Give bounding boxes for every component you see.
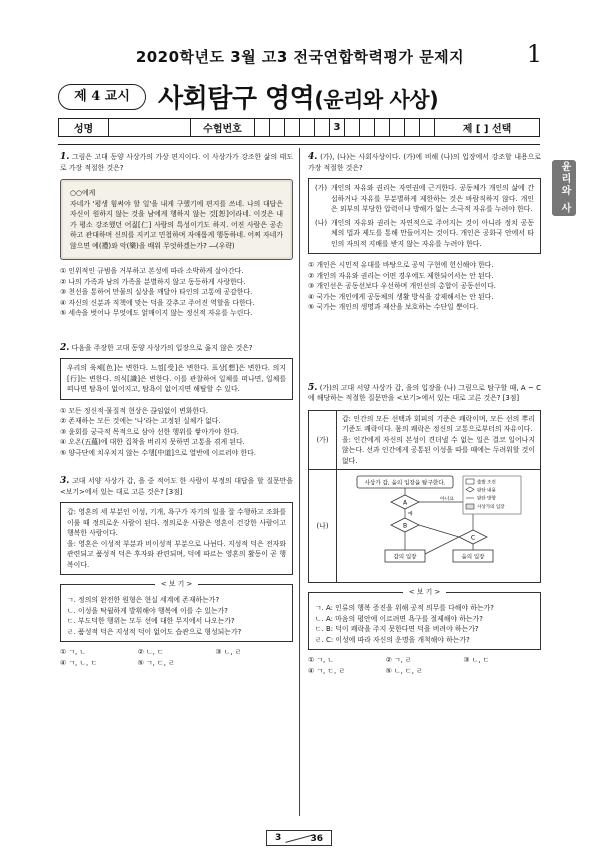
answer-options (60, 647, 293, 668)
flow-result-a-label: 갑의 입장 (392, 554, 417, 561)
option-2[interactable]: ② ㄴ, ㄷ (137, 648, 164, 656)
option-4[interactable]: ④ ㄱ, ㄴ, ㄷ (60, 658, 98, 667)
option-5[interactable]: ⑤ 국가는 개인의 생명과 재산을 보호하는 수단일 뿐이다. (308, 303, 479, 311)
option-4[interactable]: ④ ㄱ, ㄷ, ㄹ (308, 666, 346, 675)
selection-label: 제 [ ] 선택 (462, 124, 512, 135)
answer-options (60, 406, 293, 459)
option-1[interactable]: ① ㄱ, ㄴ (60, 648, 87, 656)
bogi-item: ㄱ. A: 인류의 행복 증진을 위해 공적 의무를 다해야 하는가? (315, 604, 494, 612)
option-3[interactable]: ③ ㄴ, ㄹ (215, 648, 242, 656)
exam-digit-box (255, 119, 270, 136)
exam-digit-fixed: 3 (330, 119, 345, 136)
option-1[interactable]: ① 모든 정신적·물질적 현상은 끊임없이 변화한다. (60, 406, 208, 415)
passage-box (60, 502, 293, 575)
exam-title: 2020학년도 3월 고3 전국연합학력평가 문제지 (135, 48, 465, 66)
question-1 (60, 152, 293, 173)
flow-yes: 예 (407, 512, 413, 517)
flowchart-svg (355, 474, 523, 578)
option-1[interactable]: ① 인위적인 규범을 거부하고 본성에 따라 소박하게 살아간다. (60, 267, 244, 275)
name-box (109, 119, 191, 136)
passage-a-label: (가) (315, 184, 328, 192)
exam-digit-box (375, 119, 390, 136)
question-number: 4. (308, 152, 318, 162)
flow-arrow (419, 525, 459, 537)
legend-item: 출발 조건 (476, 480, 496, 486)
subject-main: 사회탐구 영역 (158, 84, 315, 114)
option-5[interactable]: ⑤ ㄴ, ㄷ, ㄹ (385, 666, 423, 675)
option-2[interactable]: ② 개인의 자유와 권리는 어떤 경우에도 제한되어서는 안 된다. (308, 271, 494, 280)
option-2[interactable]: ② ㄱ, ㄹ (385, 656, 412, 664)
question-stem: 고대 서양 사상가 갑, 을 중 적어도 한 사람이 부정의 대답을 할 질문만을 <보기>에서 있는 대로 고른 것은? [3점] (60, 477, 293, 496)
option-5[interactable]: ⑤ ㄱ, ㄷ, ㄹ (137, 658, 175, 667)
passage-b-label: (나) (315, 218, 328, 227)
answer-options (60, 266, 293, 319)
letter-card (60, 179, 293, 260)
candidate-info-bar (58, 118, 540, 137)
page-total: 36 (310, 834, 323, 844)
bogi-title: < 보 기 > (403, 588, 446, 596)
flow-no: 아니요 (439, 497, 454, 502)
passage-table (308, 410, 541, 584)
bogi-item: ㄴ. A: 마음의 평안에 이르려면 욕구를 절제해야 하는가? (315, 614, 483, 623)
option-3[interactable]: ③ ㄴ, ㄷ (463, 656, 490, 664)
legend-item: 판단 내용 (476, 488, 496, 494)
option-5[interactable]: ⑤ 세속을 벗어나 무엇에도 얽매이지 않는 정신적 자유를 누린다. (60, 309, 253, 317)
question-number: 3. (60, 476, 70, 486)
option-3[interactable]: ③ 윤회를 궁극적 목적으로 삼아 선한 행위를 쌓아가야 한다. (60, 427, 239, 436)
passage-box (308, 178, 541, 254)
exam-digit-box (420, 119, 435, 136)
page-counter (266, 830, 332, 846)
question-5 (308, 383, 541, 404)
bogi-item: ㄷ. 부도덕한 행위는 모두 선에 대한 무지에서 나오는가? (67, 617, 235, 625)
question-stem: (가)의 고대 서양 사상가 갑, 을의 입장을 (나) 그림으로 탐구할 때, A ~ C에 해당하는 적절한 질문만을 <보기>에서 있는 대로 고른 것은? [3점] (308, 383, 541, 402)
flow-title: 사상가 갑, 을의 입장을 탐구한다. (364, 480, 445, 487)
row-a-text: 갑: 인간의 모든 선택과 회피의 기준은 쾌락이며, 모든 선의 뿌리 기준도 쾌락이다. 몸의 쾌락은 정신의 고통으로부터의 자유이다. 을: 인간에게 자신의 본성이 견더낼 수 없는 일은 결코 일어나지 않는다. 선과 인간에게 공통된 이성을 따를 때에는 두려워할 것이 없다. (337, 410, 541, 470)
bogi-item: ㄹ. C: 이성에 따라 자신의 운명을 개척해야 하는가? (315, 635, 470, 644)
option-4[interactable]: ④ 오온(五蘊)에 대한 집착을 버리지 못하면 고통을 겪게 된다. (60, 438, 245, 446)
page-current: 3 (275, 833, 282, 843)
question-number: 2. (60, 342, 70, 353)
session-badge: 제 4 교시 (58, 84, 146, 110)
option-5[interactable]: ⑤ 양극단에 치우치지 않는 수행[中道]으로 열반에 이르러야 한다. (60, 448, 256, 457)
exam-digit-box (285, 119, 300, 136)
flowchart (355, 474, 523, 578)
passage-text: 우리의 육체[色]는 변한다. 느낌[受]은 변한다. 표상[想]은 변한다. 의지[行]는 변한다. 의식[識]은 변한다. 이를 관찰하여 일체를 떠나면, 일체를 떠나면 탐욕이 없어지고, 탐욕이 없어지면 해탈할 수 있다. (67, 364, 286, 393)
bogi-item: ㄴ. 이성을 탁월하게 발휘해야 행복에 이를 수 있는가? (67, 606, 228, 615)
flow-node-b: B (402, 522, 407, 530)
exam-digit-box (360, 119, 375, 136)
bogi-box (60, 580, 293, 642)
answer-options (308, 260, 541, 313)
bogi-item: ㄹ. 품성적 덕은 지성적 덕이 없어도 습관으로 형성되는가? (67, 627, 242, 636)
passage-text: 갑: 영혼의 세 부분인 이성, 기개, 욕구가 자기의 일을 잘 수행하고 조화를 이룰 때 정의로운 사람이 된다. 정의로운 사람은 영혼이 건강한 사람이고 행복한 사람이다. 을: 영혼은 이성적 부분과 비이성적 부분으로 나뉜다. 지성적 덕은 전자와 관련되고 품성적 덕은 후자와 관련되며, 덕에 따르는 영혼의 활동이 곧 행복이다. (67, 508, 286, 569)
question-stem: (가), (나)는 사회사상이다. (가)에 비해 (나)의 입장에서 강조할 내용으로 가장 적절한 것은? (308, 153, 541, 172)
option-2[interactable]: ② 나의 가족과 남의 가족을 분별하지 않고 동등하게 사랑한다. (60, 277, 246, 286)
subject-side-tab: 윤리와 사상 (552, 160, 576, 216)
exam-digit-box (390, 119, 405, 136)
answer-options (308, 655, 541, 676)
question-3 (60, 476, 293, 497)
right-column (308, 152, 541, 676)
page-number: 1 (526, 40, 542, 68)
flow-node-c: C (470, 534, 475, 542)
passage-box (60, 358, 293, 400)
question-stem: 그림은 고대 동양 사상가의 가상 편지이다. 이 사상가가 강조한 삶의 태도로 가장 적절한 것은? (60, 153, 293, 172)
bogi-item: ㄷ. B: 덕이 쾌락을 주지 못한다면 덕을 버려야 하는가? (315, 625, 479, 633)
passage-b-text: 개인의 자유와 권리는 자연적으로 주어지는 것이 아니라 정치 공동체의 법과 제도를 통해 만들어지는 것이다. 개인은 공화국 안에서 타인의 자의적 지배를 받지 않는 자유를 누려야 한다. (331, 218, 534, 248)
subject-title (158, 78, 438, 115)
flow-node-a: A (402, 499, 407, 507)
letter-body: 자네가 '평생 힘써야 할 일'을 내게 구했기에 편지를 쓰네. 나의 대답은 자신이 원하지 않는 것을 남에게 행하지 않는 것[恕]이라네. 이것은 내가 평소 강조했던 어짊[仁] 사람의 특성이기도 하지. 어진 사람은 공손하고 관대하며 신의를 지키고 민첩하며 자애롭게 행동하네. 어찌 자네가 않으면 예(禮)와 악(樂)을 배워 무엇하겠는가? ―(우략) (70, 199, 283, 250)
legend-start-icon (466, 479, 474, 484)
question-2 (60, 343, 293, 354)
passage-a-text: 개인의 자유와 권리는 자연권에 근거한다. 공동체가 개인의 삶에 간섭하거나 자유를 무분별하게 제한하는 것은 바람직하지 않다. 개인은 외부의 부당한 압력이나 방해가 없는 소극적 자유를 누려야 한다. (331, 184, 534, 213)
flow-result-b-label: 을의 입장 (460, 554, 485, 561)
question-number: 1. (60, 152, 70, 162)
question-stem: 다음을 주장한 고대 동양 사상가의 입장으로 옳지 않은 것은? (71, 343, 253, 352)
left-column (60, 152, 293, 668)
option-1[interactable]: ① 개인은 시민적 유대를 바탕으로 공익 구현에 헌신해야 한다. (308, 261, 494, 269)
option-3[interactable]: ③ 천선을 통하여 만물의 실상을 깨달아 타인의 고통에 공감한다. (60, 288, 253, 296)
legend-item: 판단 방향 (476, 496, 496, 502)
legend-item: 사상가의 입장 (476, 505, 505, 510)
exam-digit-box (270, 119, 285, 136)
exam-digit-box (405, 119, 420, 136)
bogi-title: < 보 기 > (155, 580, 198, 588)
exam-digit-box (300, 119, 315, 136)
question-number: 5. (308, 382, 318, 393)
option-4[interactable]: ④ 국가는 개인에게 공동체의 생활 방식을 강제해서는 안 된다. (308, 292, 494, 301)
bogi-box (308, 588, 541, 650)
row-b-label: (나) (309, 470, 337, 583)
subject-sub: (윤리와 사상) (314, 88, 439, 112)
question-4 (308, 152, 541, 173)
exam-digit-box (345, 119, 360, 136)
name-label: 성명 (59, 119, 109, 136)
column-divider (299, 148, 300, 816)
top-rule (58, 144, 540, 145)
letter-greeting: ○○에게 (70, 189, 96, 197)
option-4[interactable]: ④ 자신의 신분과 직책에 맞는 덕을 갖추고 주어진 역할을 다한다. (60, 298, 255, 307)
bogi-item: ㄱ. 정의의 완전한 원형은 현실 세계에 존재하는가? (67, 596, 220, 604)
option-3[interactable]: ③ 개인선은 공동선보다 우선하며 개인선의 총합이 공동선이다. (308, 282, 496, 290)
exam-number-label: 수험번호 (191, 119, 255, 136)
row-a-label: (가) (309, 410, 337, 470)
exam-digit-box (315, 119, 330, 136)
legend-result-icon (466, 504, 474, 509)
option-1[interactable]: ① ㄱ, ㄴ (308, 656, 335, 664)
option-2[interactable]: ② 존재하는 모든 것에는 '나'라는 고정된 실체가 없다. (60, 417, 221, 425)
